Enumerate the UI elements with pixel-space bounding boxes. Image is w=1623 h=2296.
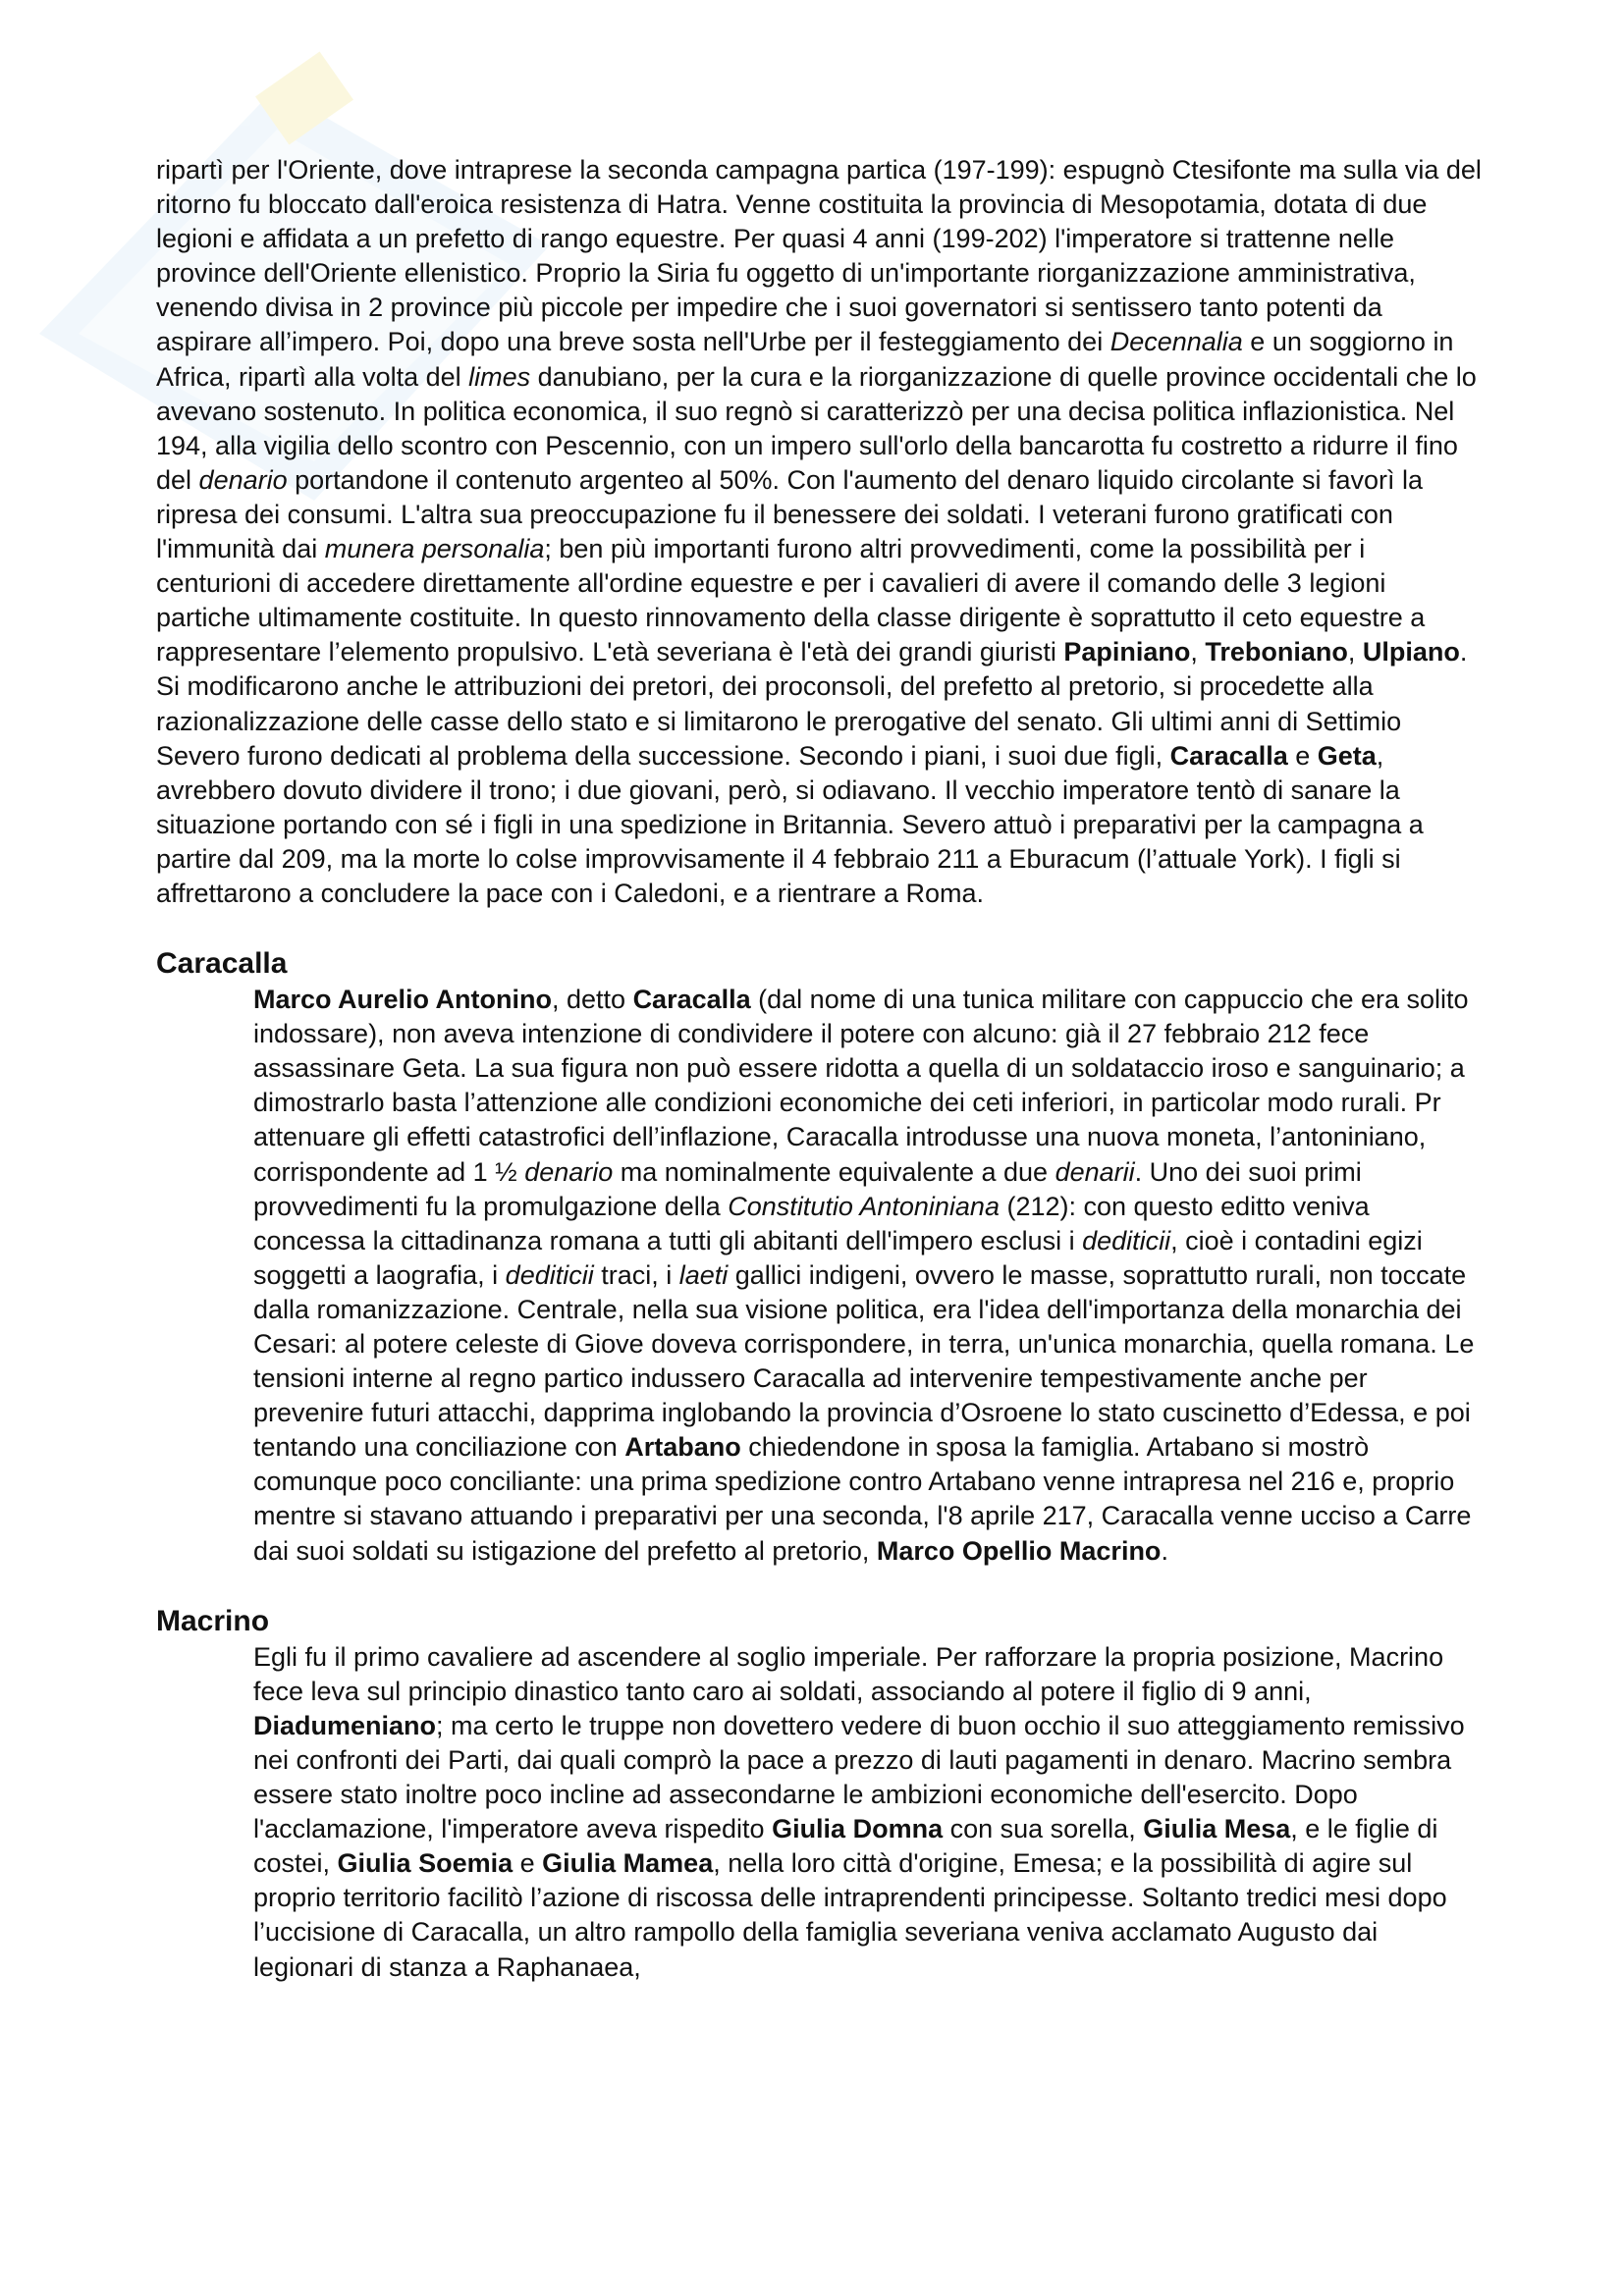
heading-caracalla: Caracalla [156, 947, 288, 981]
italic-term: dediticii [505, 1259, 594, 1290]
italic-term: munera personalia [324, 534, 545, 564]
bold-term: Geta [1317, 740, 1377, 771]
bold-term: Caracalla [632, 985, 751, 1015]
bold-term: Ulpiano [1362, 637, 1460, 667]
bold-term: Artabano [624, 1432, 741, 1463]
italic-term: dediticii [1082, 1225, 1171, 1255]
bold-term: Diadumeniano [253, 1710, 437, 1740]
italic-term: limes [468, 361, 531, 392]
bold-term: Giulia Soemia [337, 1848, 514, 1879]
document-page [156, 153, 1482, 1985]
paragraph-caracalla: Marco Aurelio Antonino, detto Caracalla (dal nome di una tunica militare con cappuccio che era solito indossare), non aveva intenzione di condividere il potere con alcuno: già il 27 febbraio 212 fece assassinare Geta. La sua figura non può essere ridotta a quella di un soldataccio iroso e sanguinario; a dimostrarlo basta l’attenzione alle condizioni economiche dei ceti inferiori, in particolar modo rurali. Pr attenuare gli effetti catastrofici dell’inflazione, Caracalla introdusse una nuova moneta, l’antoniniano, corrispondente ad 1 ½ denario ma nominalmente equivalente a due denarii. Uno dei suoi primi provvedimenti fu la promulgazione della Constitutio Antoniniana (212): con questo editto veniva concessa la cittadinanza romana a tutti gli abitanti dell'impero esclusi i dediticii, cioè i contadini egizi soggetti a laografia, i dediticii traci, i laeti gallici indigeni, ovvero le masse, soprattutto rurali, non toccate dalla romanizzazione. Centrale, nella sua visione politica, era l'idea dell'importanza della monarchia dei Cesari: al potere celeste di Giove doveva corrispondere, in terra, un'unica monarchia, quella romana. Le tensioni interne al regno partico indussero Caracalla ad intervenire tempestivamente anche per prevenire futuri attacchi, dapprima inglobando la provincia d’Osroene lo stato cuscinetto d’Edessa, e poi tentando una conciliazione con Artabano chiedendone in sposa la famiglia. Artabano si mostrò comunque poco conciliante: una prima spedizione contro Artabano venne intrapresa nel 216 e, proprio mentre si stavano attuando i preparativi per una seconda, l'8 aprile 217, Caracalla venne ucciso a Carre dai suoi soldati su istigazione del prefetto al pretorio, Marco Opellio Macrino. [253, 985, 1475, 1566]
heading-macrino: Macrino [156, 1604, 270, 1637]
italic-term: denarii [1055, 1156, 1135, 1187]
italic-term: Constitutio Antoniniana [728, 1191, 1000, 1221]
italic-term: denario [524, 1156, 614, 1187]
bold-term: Marco Aurelio Antonino [253, 985, 552, 1015]
italic-term: denario [198, 464, 288, 495]
italic-term: Decennalia [1109, 327, 1243, 357]
bold-term: Treboniano [1205, 637, 1348, 667]
bold-term: Giulia Domna [772, 1814, 944, 1844]
bold-term: Marco Opellio Macrino [876, 1535, 1162, 1566]
bold-term: Papiniano [1063, 637, 1191, 667]
italic-term: laeti [678, 1259, 729, 1290]
bold-term: Giulia Mamea [542, 1848, 714, 1879]
paragraph-macrino: Egli fu il primo cavaliere ad ascendere al soglio imperiale. Per rafforzare la propria posizione, Macrino fece leva sul principio dinastico tanto caro ai soldati, associando al potere il figlio di 9 anni, Diadumeniano; ma certo le truppe non dovettero vedere di buon occhio il suo atteggiamento remissivo nei confronti dei Parti, dai quali comprò la pace a prezzo di lauti pagamenti in denaro. Macrino sembra essere stato inoltre poco incline ad assecondarne le ambizioni economiche dell'esercito. Dopo l'acclamazione, l'imperatore aveva rispedito Giulia Domna con sua sorella, Giulia Mesa, e le figlie di costei, Giulia Soemia e Giulia Mamea, nella loro città d'origine, Emesa; e la possibilità di agire sul proprio territorio facilitò l’azione di riscossa delle intraprendenti principesse. Soltanto tredici mesi dopo l’uccisione di Caracalla, un altro rampollo della famiglia severiana veniva acclamato Augusto dai legionari di stanza a Raphanaea, [253, 1641, 1465, 1982]
bold-term: Giulia Mesa [1143, 1814, 1291, 1844]
bold-term: Caracalla [1169, 740, 1288, 771]
paragraph-severo: ripartì per l'Oriente, dove intraprese la seconda campagna partica (197-199): espugnò Ctesifonte ma sulla via del ritorno fu bloccato dall'eroica resistenza di Hatra. Venne costituita la provincia di Mesopotamia, dotata di due legioni e affidata a un prefetto di rango equestre. Per quasi 4 anni (199-202) l'imperatore si trattenne nelle province dell'Oriente ellenistico. Proprio la Siria fu oggetto di un'importante riorganizzazione amministrativa, venendo divisa in 2 province più piccole per impedire che i suoi governatori si sentissero tanto potenti da aspirare all’impero. Poi, dopo una breve sosta nell'Urbe per il festeggiamento dei Decennalia e un soggiorno in Africa, ripartì alla volta del limes danubiano, per la cura e la riorganizzazione di quelle province occidentali che lo avevano sostenuto. In politica economica, il suo regnò si caratterizzò per una decisa politica inflazionistica. Nel 194, alla vigilia dello scontro con Pescennio, con un impero sull'orlo della bancarotta fu costretto a ridurre il fino del denario portandone il contenuto argenteo al 50%. Con l'aumento del denaro liquido circolante si favorì la ripresa dei consumi. L'altra sua preoccupazione fu il benessere dei soldati. I veterani furono gratificati con l'immunità dai munera personalia; ben più importanti furono altri provvedimenti, come la possibilità per i centurioni di accedere direttamente all'ordine equestre e per i cavalieri di avere il comando delle 3 legioni partiche ultimamente costituite. In questo rinnovamento della classe dirigente è soprattutto il ceto equestre a rappresentare l’elemento propulsivo. L'età severiana è l'età dei grandi giuristi Papiniano, Treboniano, Ulpiano. Si modificarono anche le attribuzioni dei pretori, dei proconsoli, del prefetto al pretorio, si procedette alla razionalizzazione delle casse dello stato e si limitarono le prerogative del senato. Gli ultimi anni di Settimio Severo furono dedicati al problema della successione. Secondo i piani, i suoi due figli, Caracalla e Geta, avrebbero dovuto dividere il trono; i due giovani, però, si odiavano. Il vecchio imperatore tentò di sanare la situazione portando con sé i figli in una spedizione in Britannia. Severo attuò i preparativi per la campagna a partire dal 209, ma la morte lo colse improvvisamente il 4 febbraio 211 a Eburacum (l’attuale York). I figli si affrettarono a concludere la pace con i Caledoni, e a rientrare a Roma. [156, 155, 1482, 908]
